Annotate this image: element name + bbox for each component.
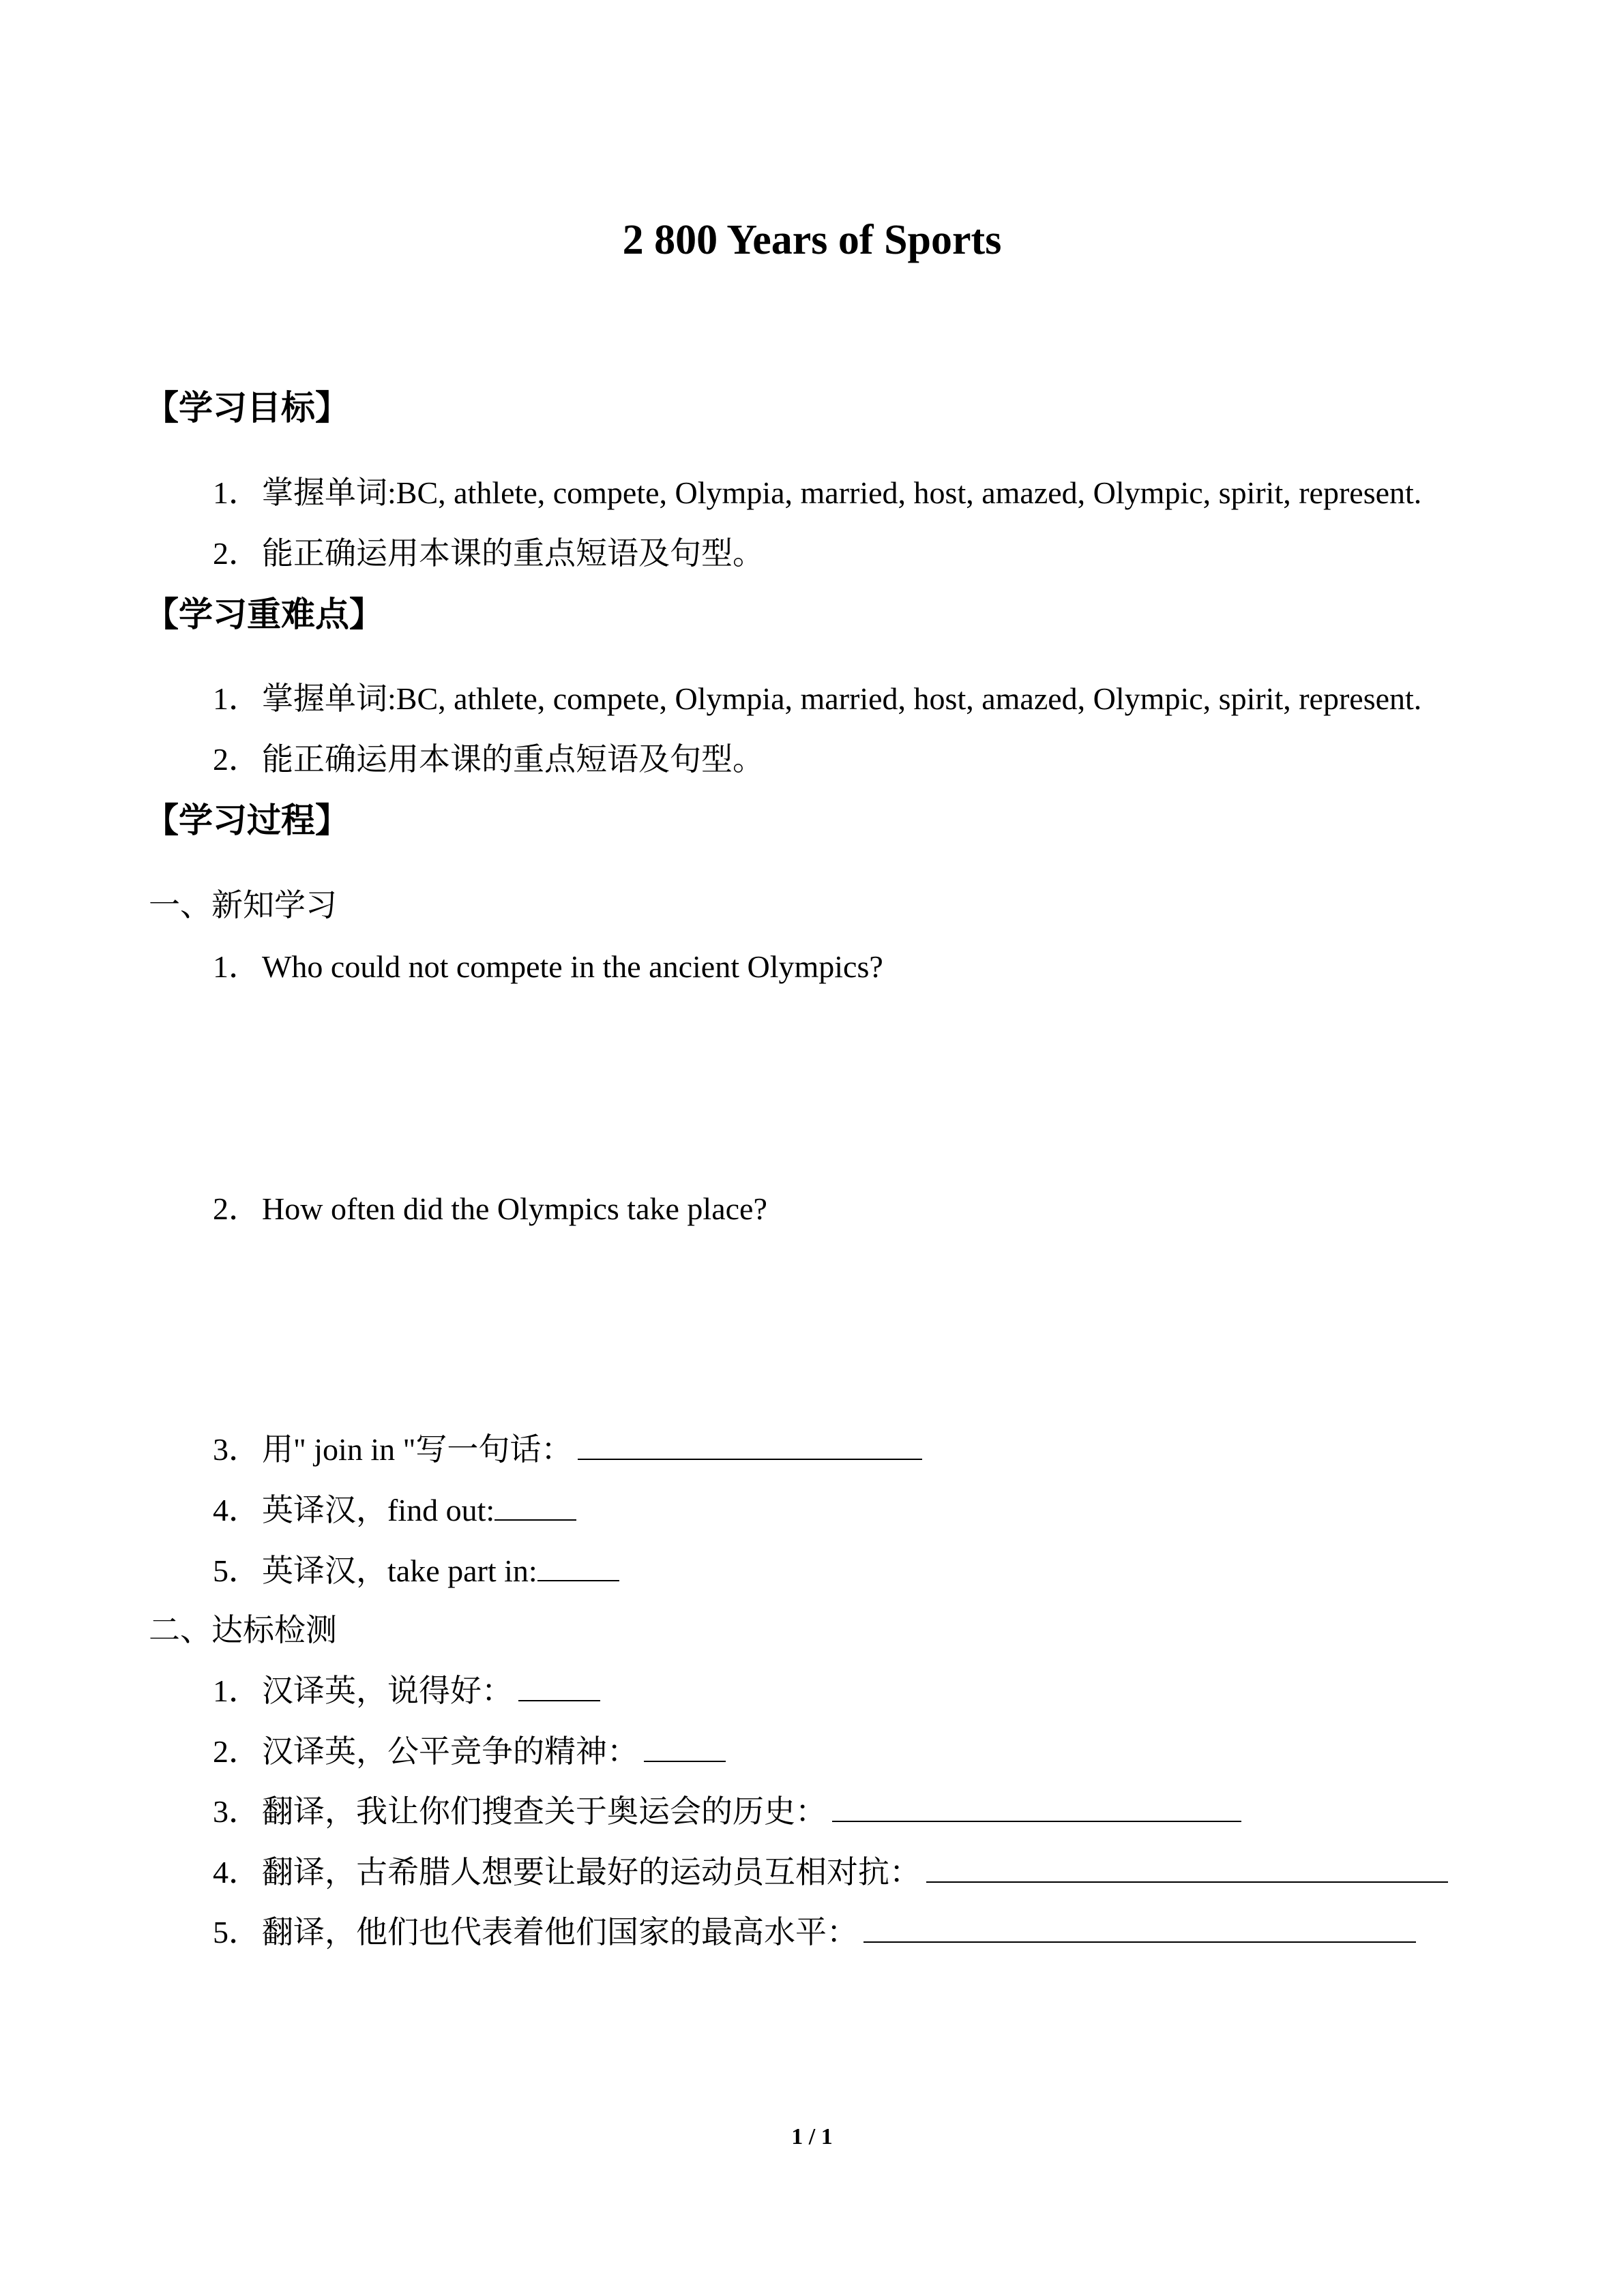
item-number: 2． (213, 1734, 260, 1769)
item-number: 1． (213, 949, 260, 984)
item-number: 3． (213, 1794, 260, 1829)
question-item (213, 1912, 1416, 1953)
section-heading-process: 【学习过程】 (145, 801, 349, 840)
question-item (213, 1671, 600, 1712)
key-point-item (213, 739, 764, 780)
item-number: 5． (213, 1553, 260, 1588)
question-item (213, 1429, 922, 1470)
item-number: 1． (213, 1673, 260, 1708)
item-number: 4． (213, 1855, 260, 1890)
item-number: 3． (213, 1432, 260, 1467)
item-text: 翻译，我让你们搜查关于奥运会的历史： (262, 1794, 827, 1829)
answer-blank[interactable] (494, 1492, 576, 1521)
question-item (213, 946, 883, 987)
key-point-item (213, 679, 1421, 719)
item-text: 掌握单词:BC, athlete, compete, Olympia, married, host, amazed, Olympic, spirit, represent. (262, 681, 1422, 716)
item-text: How often did the Olympics take place? (262, 1191, 767, 1226)
section-heading-objectives: 【学习目标】 (145, 388, 349, 428)
subsection-title-assessment: 二、达标检测 (149, 1613, 337, 1648)
question-item (213, 1189, 767, 1229)
item-text: 能正确运用本课的重点短语及句型。 (262, 536, 764, 571)
item-number: 5． (213, 1915, 260, 1950)
section-heading-key-points: 【学习重难点】 (145, 595, 383, 634)
item-text: 汉译英，说得好： (262, 1673, 513, 1708)
question-item (213, 1490, 576, 1531)
answer-blank[interactable] (537, 1553, 619, 1581)
objective-item (213, 533, 764, 574)
answer-blank[interactable] (644, 1733, 726, 1762)
item-number: 2． (213, 1191, 260, 1226)
item-text: 用" join in "写一句话： (262, 1432, 573, 1467)
answer-blank[interactable] (926, 1854, 1448, 1883)
question-item (213, 1852, 1448, 1893)
question-item (213, 1731, 726, 1772)
item-text: 汉译英，公平竞争的精神： (262, 1734, 638, 1769)
subsection-title-new-knowledge: 一、新知学习 (149, 888, 337, 923)
item-text: 英译汉，take part in: (262, 1553, 537, 1588)
question-item (213, 1551, 619, 1592)
item-number: 2． (213, 742, 260, 777)
item-text: 翻译，他们也代表着他们国家的最高水平： (262, 1915, 858, 1950)
item-text: 能正确运用本课的重点短语及句型。 (262, 742, 764, 777)
answer-blank[interactable] (863, 1914, 1416, 1943)
item-text: 英译汉，find out: (262, 1493, 495, 1527)
question-item (213, 1791, 1241, 1832)
item-number: 2． (213, 536, 260, 571)
item-number: 1． (213, 681, 260, 716)
page-title: 2 800 Years of Sports (622, 217, 1002, 263)
item-text: 翻译，古希腊人想要让最好的运动员互相对抗： (262, 1855, 921, 1890)
answer-blank[interactable] (832, 1793, 1241, 1822)
item-text: Who could not compete in the ancient Olympics? (262, 949, 883, 984)
answer-blank[interactable] (578, 1431, 922, 1460)
objective-item (213, 473, 1421, 513)
item-text: 掌握单词:BC, athlete, compete, Olympia, married, host, amazed, Olympic, spirit, represent. (262, 475, 1422, 510)
item-number: 4． (213, 1493, 260, 1527)
answer-blank[interactable] (518, 1673, 600, 1701)
page-number: 1 / 1 (791, 2124, 833, 2149)
item-number: 1． (213, 475, 260, 510)
